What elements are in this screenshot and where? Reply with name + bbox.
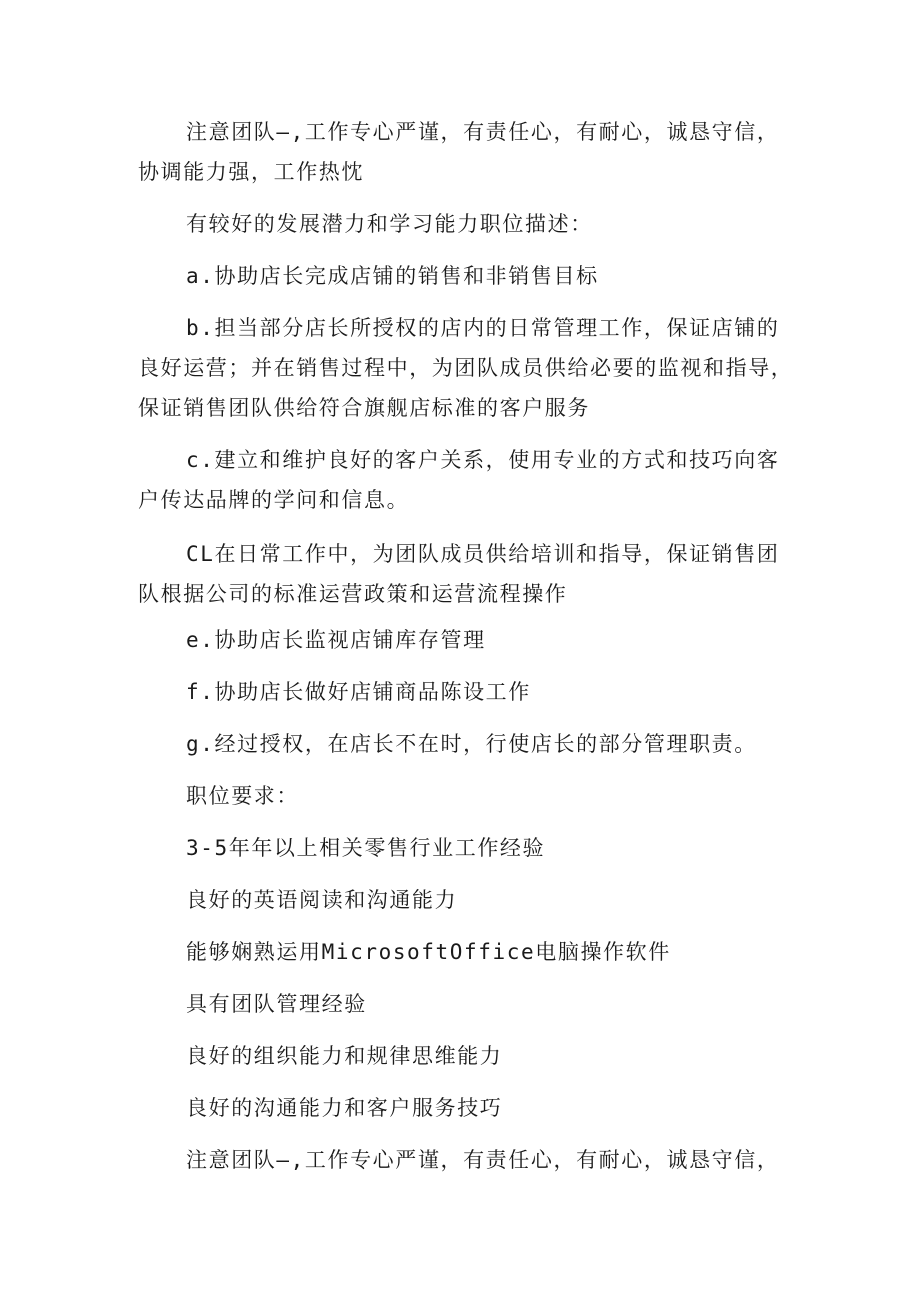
paragraph-line: 保证销售团队供给符合旗舰店标准的客户服务: [138, 396, 590, 420]
paragraph-line: 注意团队—,工作专心严谨，有责任心，有耐心，诚恳守信，: [186, 120, 780, 144]
paragraph-line: 队根据公司的标准运营政策和运营流程操作: [138, 582, 568, 606]
paragraph-line: b.担当部分店长所授权的店内的日常管理工作，保证店铺的: [186, 316, 780, 340]
paragraph-item-c: [0, 440, 920, 520]
paragraph-line: f.协助店长做好店铺商品陈设工作: [186, 680, 531, 704]
paragraph-requirement-office: [0, 932, 920, 972]
paragraph-line: 良好的英语阅读和沟通能力: [186, 888, 458, 912]
paragraph-qualities: [0, 112, 920, 192]
paragraph-qualities-repeat: [0, 1140, 920, 1180]
paragraph-line: 户传达品牌的学问和信息。: [138, 488, 410, 512]
paragraph-line: 良好的沟通能力和客户服务技巧: [186, 1096, 503, 1120]
paragraph-line: CL在日常工作中，为团队成员供给培训和指导，保证销售团: [186, 542, 780, 566]
paragraph-line: 能够娴熟运用MicrosoftOffice电脑操作软件: [186, 940, 671, 964]
paragraph-line: 注意团队—,工作专心严谨，有责任心，有耐心，诚恳守信，: [186, 1148, 780, 1172]
paragraph-requirement-experience: [0, 828, 920, 868]
paragraph-item-f: [0, 672, 920, 712]
paragraph-job-description-heading: [0, 204, 920, 244]
paragraph-requirement-english: [0, 880, 920, 920]
paragraph-requirement-organization: [0, 1036, 920, 1076]
paragraph-line: 良好的组织能力和规律思维能力: [186, 1044, 503, 1068]
paragraph-line: g.经过授权，在店长不在时，行使店长的部分管理职责。: [186, 732, 757, 756]
paragraph-requirements-heading: [0, 776, 920, 816]
paragraph-line: c.建立和维护良好的客户关系，使用专业的方式和技巧向客: [186, 448, 780, 472]
paragraph-requirement-communication: [0, 1088, 920, 1128]
paragraph-line: e.协助店长监视店铺库存管理: [186, 628, 486, 652]
paragraph-line: 职位要求：: [186, 784, 299, 808]
paragraph-item-b: [0, 308, 920, 428]
paragraph-line: 协调能力强，工作热忱: [138, 160, 364, 184]
paragraph-line: 有较好的发展潜力和学习能力职位描述：: [186, 212, 593, 236]
paragraph-line: 具有团队管理经验: [186, 992, 367, 1016]
paragraph-item-g: [0, 724, 920, 764]
paragraph-item-cl: [0, 534, 920, 614]
paragraph-item-a: [0, 256, 920, 296]
paragraph-item-e: [0, 620, 920, 660]
paragraph-line: 良好运营；并在销售过程中，为团队成员供给必要的监视和指导，: [138, 356, 794, 380]
paragraph-requirement-management: [0, 984, 920, 1024]
paragraph-line: 3-5年年以上相关零售行业工作经验: [186, 836, 546, 860]
paragraph-line: a.协助店长完成店铺的销售和非销售目标: [186, 264, 599, 288]
